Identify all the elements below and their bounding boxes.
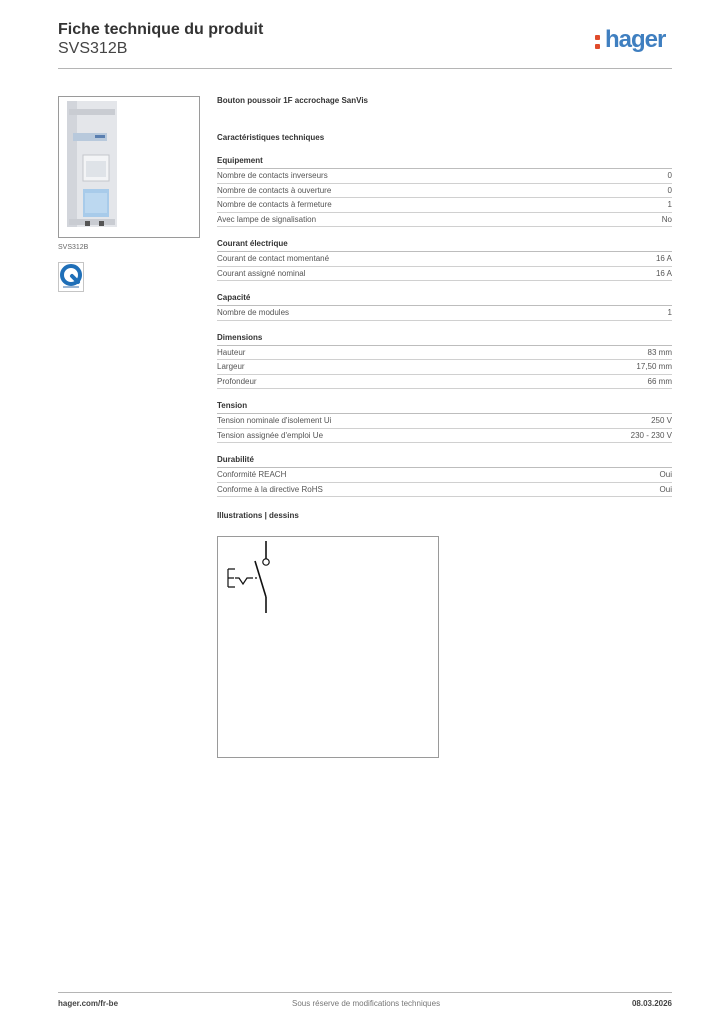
spec-value: 0 (667, 185, 672, 195)
product-code: SVS312B (58, 40, 128, 57)
spec-row (217, 169, 672, 184)
spec-value: 250 V (651, 416, 672, 425)
spec-group-title: Dimensions (217, 333, 672, 346)
spec-row (217, 375, 672, 390)
spec-group-equipement (217, 156, 672, 227)
spec-value: 1 (667, 200, 672, 209)
spec-value: 16 A (655, 254, 672, 263)
logo-dot-top (595, 35, 600, 40)
spec-label: Nombre de contacts à fermeture (217, 200, 332, 209)
product-details (217, 96, 672, 521)
spec-value: 0 (667, 171, 672, 180)
spec-group-title: Courant électrique (217, 239, 672, 252)
spec-group-title: Tension (217, 401, 672, 414)
spec-value: 16 A (655, 268, 672, 278)
spec-row (217, 213, 672, 228)
spec-label: Nombre de modules (217, 308, 290, 317)
photo-caption: SVS312B (58, 244, 89, 251)
spec-row (217, 198, 672, 213)
spec-label: Hauteur (217, 347, 246, 357)
spec-group-capacite (217, 293, 672, 321)
spec-row (217, 346, 672, 361)
spec-row (217, 429, 672, 444)
spec-label: Tension assignée d'emploi Ue (217, 430, 324, 440)
product-title: Bouton poussoir 1F accrochage SanVis (217, 96, 368, 105)
pushbutton-symbol-icon (218, 537, 438, 757)
spec-value: Oui (659, 484, 672, 494)
spec-value: 66 mm (647, 376, 672, 386)
page-title: Fiche technique du produit (58, 21, 264, 38)
spec-group-title: Capacité (217, 293, 672, 306)
spec-label: Courant de contact momentané (217, 254, 330, 263)
spec-label: Courant assigné nominal (217, 268, 306, 278)
spec-row (217, 306, 672, 321)
spec-row (217, 483, 672, 498)
spec-label: Tension nominale d'isolement Ui (217, 416, 332, 425)
spec-row (217, 360, 672, 375)
spec-row (217, 252, 672, 267)
logo-text: hager (605, 26, 666, 53)
spec-label: Avec lampe de signalisation (217, 214, 317, 224)
quality-certification-icon (58, 262, 84, 292)
illustrations-heading: Illustrations | dessins (217, 511, 299, 520)
spec-value: Oui (659, 470, 672, 479)
specs-heading: Caractéristiques techniques (217, 133, 325, 142)
modular-switch-illustration (59, 97, 199, 237)
footer-divider (58, 992, 672, 993)
spec-label: Largeur (217, 362, 245, 371)
spec-row (217, 414, 672, 429)
spec-label: Profondeur (217, 376, 257, 386)
spec-row (217, 184, 672, 199)
spec-label: Nombre de contacts inverseurs (217, 171, 328, 180)
spec-group-title: Equipement (217, 156, 672, 169)
spec-group-courant (217, 239, 672, 281)
spec-value: 17,50 mm (636, 362, 672, 371)
spec-label: Nombre de contacts à ouverture (217, 185, 332, 195)
spec-group-title: Durabilité (217, 455, 672, 468)
spec-group-tension (217, 401, 672, 443)
spec-value: No (661, 214, 672, 224)
spec-value: 230 - 230 V (630, 430, 672, 440)
circuit-symbol-drawing (217, 536, 439, 758)
spec-label: Conformité REACH (217, 470, 287, 479)
spec-group-dimensions (217, 333, 672, 390)
footer-notice: Sous réserve de modifications techniques (292, 999, 441, 1008)
spec-value: 1 (667, 308, 672, 317)
spec-group-durabilite (217, 455, 672, 497)
spec-label: Conforme à la directive RoHS (217, 484, 323, 494)
product-photo (58, 96, 200, 238)
hager-logo (594, 27, 674, 57)
spec-value: 83 mm (647, 347, 672, 357)
header-divider (58, 68, 672, 69)
spec-row (217, 267, 672, 282)
footer-date: 08.03.2026 (631, 999, 672, 1008)
spec-row (217, 468, 672, 483)
footer-website-link[interactable]: hager.com/fr-be (58, 999, 119, 1008)
logo-dot-bottom (595, 44, 600, 49)
